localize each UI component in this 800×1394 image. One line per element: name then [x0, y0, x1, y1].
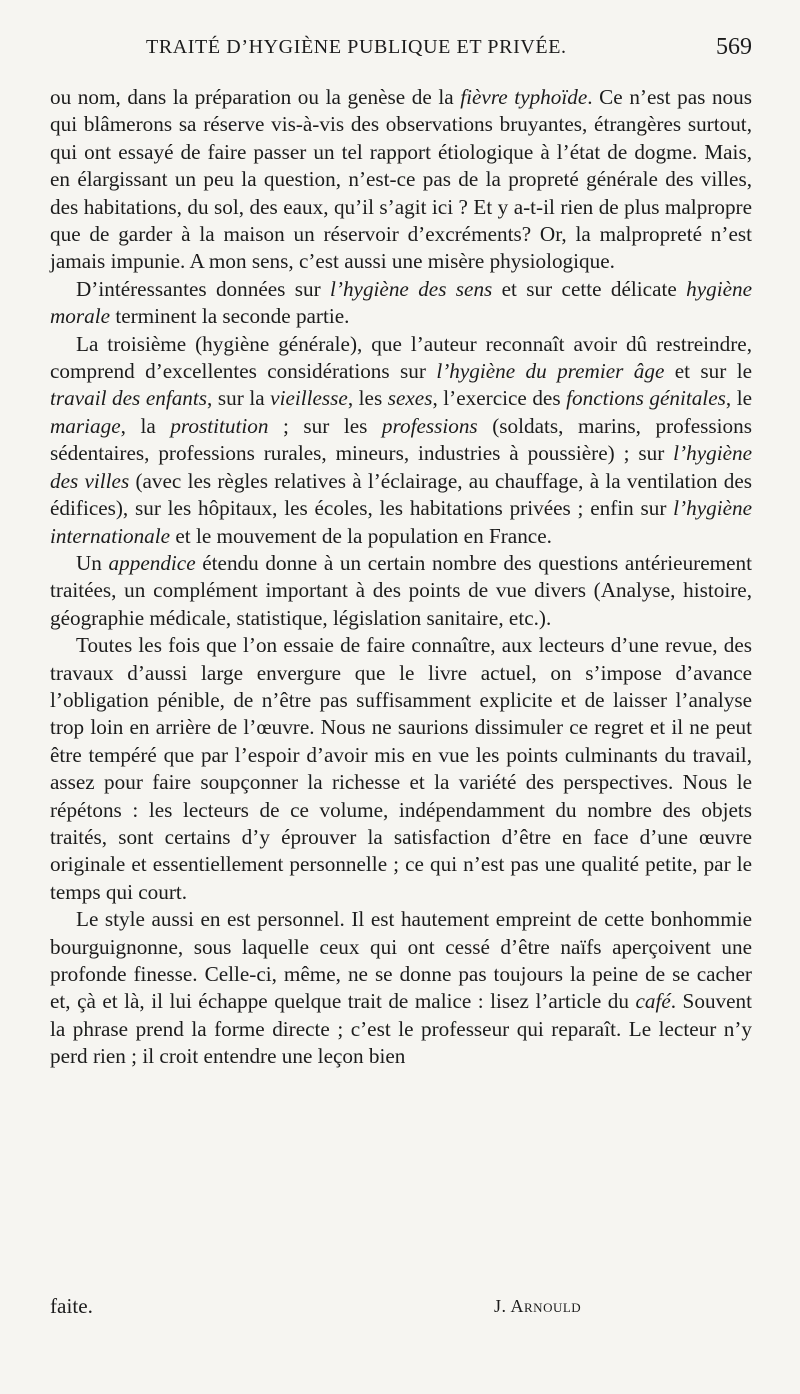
italic-run: l’hygiène des sens: [330, 276, 493, 301]
text-run: et le mouvement de la population en France.: [170, 523, 552, 548]
text-run: et sur le: [664, 359, 753, 384]
text-run: Toutes les fois que l’on essaie de faire connaître, aux lecteurs d’une revue, des travaux d’aussi large envergure que le livre actuel, on s’impose d’avance l’obligation pénible, de n’être pas suffisamment explicite et de laisser l’analyse trop loin en arrière de l’œuvre. Nous ne saurions dissimuler ce regret et il ne peut être tempéré que par l’espoir d’avoir mis en vue les points culminants du travail, assez pour faire soupçonner la richesse et la variété des perspectives. Nous le répétons : les lecteurs de ce volume, indépendamment du nombre des objets traités, sont certains d’y éprouver la satisfaction d’être en face d’une œuvre originale et essentiellement personnelle ; ce qui n’est pas une qualité petite, par le temps qui court.: [50, 633, 752, 904]
italic-run: vieillesse: [270, 386, 348, 411]
text-run: (soldats, marins, professions sédentaires, professions rurales, mineurs, industries à poussière) ; sur: [50, 413, 752, 466]
text-run: , l’exercice des: [432, 386, 567, 411]
italic-run: prostitution: [170, 413, 269, 438]
italic-run: l’hygiène des villes: [50, 441, 752, 493]
paragraph-continued: [50, 84, 752, 276]
italic-run: l’hygiène internationale: [50, 496, 752, 548]
text-run: Le style aussi en est personnel. Il est hautement empreint de cette bonhommie bourguignonne, sous laquelle ceux qui ont cessé d’être naïfs aperçoivent une profonde finesse. Celle-ci, même, ne se donne pas toujours la peine de se cacher et, çà et là, il lui échappe quelque trait de malice : lisez l’article du: [50, 907, 752, 1014]
author-signature: J. Arnould: [494, 1296, 582, 1316]
text-run: La troisième (hygiène générale), que l’auteur reconnaît avoir dû restreindre, comprend d’excellentes considérations sur: [50, 331, 752, 384]
text-run: , les: [347, 386, 388, 411]
paragraph-troisieme-partie: [50, 331, 752, 550]
paragraph-style: [50, 906, 752, 1070]
text-run: , le: [725, 386, 752, 411]
paragraph-appendice: [50, 550, 752, 632]
text-run: . Ce n’est pas nous qui blâmerons sa réserve vis-à-vis des observations bruyantes, étrangères surtout, qui ont essayé de faire passer un tel rapport étiologique à l’état de dogme. Mais, en élargissant un peu la question, n’est-ce pas de la propreté générale des villes, des habitations, du sol, des eaux, qu’il s’agit ici ? Et y a-t-il rien de plus malpropre que de garder à la maison un réservoir d’excréments? Or, la malpropreté n’est jamais impunie. A mon sens, c’est aussi une misère physiologique.: [50, 85, 752, 274]
page-header: [52, 36, 752, 68]
text-run: D’intéressantes données sur: [76, 276, 331, 301]
italic-run: fonctions génitales: [566, 386, 726, 411]
running-title: TRAITÉ D’HYGIÈNE PUBLIQUE ET PRIVÉE.: [146, 36, 567, 58]
italic-run: travail des enfants: [50, 386, 208, 411]
paragraph-hygiene-sens: [50, 276, 752, 331]
text-run: ou nom, dans la préparation ou la genèse de la: [50, 85, 461, 109]
text-run: , la: [120, 413, 171, 438]
text-run: , sur la: [207, 386, 271, 411]
closing-line: [50, 1293, 752, 1320]
italic-run: professions: [381, 413, 478, 438]
text-run: et sur cette délicate: [492, 276, 687, 301]
italic-run: appendice: [108, 550, 196, 575]
italic-run: sexes: [387, 386, 433, 411]
text-run: (avec les règles relatives à l’éclairage, au chauffage, à la ventilation des édifices), sur les hôpitaux, les écoles, les habitations privées ; enfin sur: [50, 468, 753, 521]
paragraph-toutes-les-fois: [50, 632, 752, 906]
italic-run: hygiène morale: [50, 276, 753, 329]
italic-run: l’hygiène du premier âge: [436, 359, 665, 384]
italic-run: fièvre typhoïde: [460, 85, 588, 109]
italic-run: mariage: [50, 413, 121, 438]
text-run: ; sur les: [268, 413, 382, 438]
italic-run: café: [635, 989, 671, 1014]
last-line: faite.: [50, 1294, 93, 1318]
text-run: . Souvent la phrase prend la forme directe ; c’est le professeur qui reparaît. Le lecteur n’y perd rien ; il croit entendre une leçon bien: [50, 989, 753, 1069]
body-text: [50, 84, 752, 1071]
text-run: terminent la seconde partie.: [110, 304, 350, 329]
text-run: Un: [76, 550, 109, 575]
text-run: étendu donne à un certain nombre des questions antérieurement traitées, un complément important à des points de vue divers (Analyse, histoire, géographie médicale, statistique, législation sanitaire, etc.).: [50, 550, 752, 630]
page-number: 569: [716, 34, 752, 60]
